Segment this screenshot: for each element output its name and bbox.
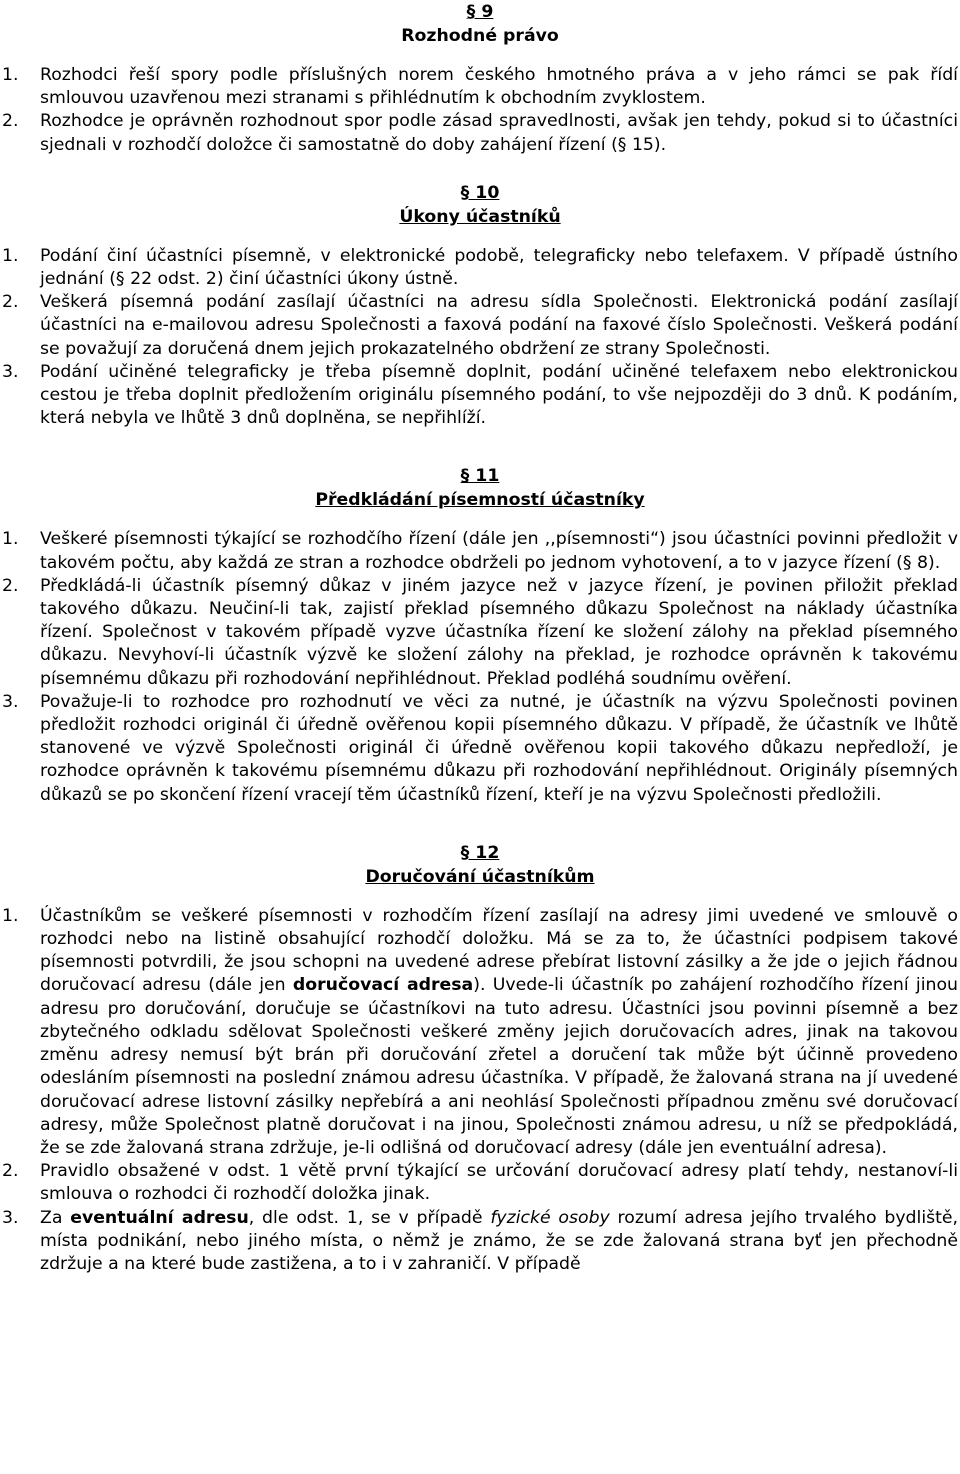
item-text: Považuje-li to rozhodce pro rozhodnutí ve věci za nutné, je účastník na výzvu Společnosti povinen předložit rozhodci originál či úředně ověřenou kopii písemného důkazu. V případě, že účastník ve lhůtě stanovené ve výzvě Společnosti originál či úředně ověřenou kopii takového důkazu nepředloží, je rozhodce oprávněn k takovému písemnému důkazu při rozhodování nepřihlédnout. Originály písemných důkazů se po skončení řízení vracejí těm účastníků řízení, kteří je na výzvu Společnosti předložili. (40, 691, 958, 805)
section-9-number: § 9 (466, 2, 494, 22)
item-text: Podání činí účastníci písemně, v elektronické podobě, telegraficky nebo telefaxem. V případě ústního jednání (§ 22 odst. 2) činí účastníci úkony ústně. (40, 245, 958, 290)
section-11-item-1 (2, 528, 958, 574)
item-text: Pravidlo obsažené v odst. 1 větě první týkající se určování doručovací adresy platí tehdy, nestanoví-li smlouva o rozhodci či rozhodčí doložka jinak. (40, 1161, 958, 1205)
section-12-item-3 (2, 1207, 958, 1277)
section-10-number: § 10 (460, 182, 500, 203)
item-number: 1. (2, 245, 19, 266)
item-text: Rozhodce je oprávněn rozhodnout spor podle zásad spravedlnosti, avšak jen tehdy, pokud si to účastníci sjednali v rozhodčí doložce či samostatně do doby zahájení řízení (§ 15). (40, 111, 958, 155)
section-10 (2, 181, 958, 431)
defined-term: doručovací adresa (292, 975, 474, 996)
item-text: Veškerá písemná podání zasílají účastníci na adresu sídla Společnosti. Elektronická podání zasílají účastníci na e-mailovou adresu Společnosti a faxová podání na faxové číslo Společnosti. Veškerá podání se považují za doručená dnem jejich prokazatelného obdržení ze strany Společnosti. (40, 292, 958, 359)
section-10-item-2 (2, 291, 958, 361)
item-number: 3. (2, 361, 19, 382)
item-number: 3. (2, 691, 19, 712)
section-11-title: Předkládání písemností účastníky (315, 490, 645, 511)
section-12 (2, 841, 958, 1276)
section-9-item-2 (2, 110, 958, 156)
item-number: 2. (2, 575, 19, 596)
section-10-title: Úkony účastníků (399, 206, 561, 227)
item-number: 2. (2, 111, 19, 132)
section-12-item-2 (2, 1160, 958, 1206)
item-text: Účastníkům se veškeré písemnosti v rozhodčím řízení zasílají na adresy jimi uvedené ve smlouvě o rozhodci nebo na listině obsahující rozhodčí doložku. Má se za to, že účastníci podpisem takové písemnosti potvrdili, že jsou schopni na uvedené adrese přebírat listovní zásilky a že jde o jejich řádnou doručovací adresu (dále jen doručovací adresa). Uvede-li účastník po zahájení rozhodčího řízení jinou adresu pro doručování, doručuje se účastníkovi na tuto adresu. Účastníci jsou povinni písemně a bez zbytečného odkladu sdělovat Společnosti veškeré změny jejich doručovacích adres, jinak na takovou změnu adresy nemusí být brán při doručování zřetel a doručení tak může být účinně provedeno odesláním písemnosti na poslední známou adresu účastníka. V případě, že žalovaná strana na jí uvedené doručovací adrese listovní zásilky nepřebírá a ani neohlásí Společnosti případnou změnu své doručovací adresy, může Společnost platně doručovat i na jinou, Společnosti známou adresu, u níž se předpokládá, že se zde žalovaná strana zdržuje, je-li odlišná od doručovací adresy (dále jen eventuální adresa). (40, 905, 958, 1158)
item-number: 1. (2, 65, 19, 85)
section-11 (2, 464, 958, 806)
item-number: 1. (2, 529, 19, 550)
section-9 (2, 0, 958, 157)
section-10-item-3 (2, 361, 958, 431)
section-9-item-1 (2, 64, 958, 110)
section-11-item-2 (2, 575, 958, 691)
section-11-item-3 (2, 691, 958, 807)
section-9-title: Rozhodné právo (401, 26, 559, 46)
defined-term: eventuální adresu (70, 1207, 249, 1228)
section-12-item-1 (2, 905, 958, 1160)
item-number: 2. (2, 292, 19, 313)
section-12-number: § 12 (460, 842, 500, 863)
item-text: Za eventuální adresu, dle odst. 1, se v případě fyzické osoby rozumí adresa jejího trvalého bydliště, místa podnikání, nebo jiného místa, o němž je známo, že se zde žalovaná strana byť jen přechodně zdržuje a na které bude zastižena, a to i v zahraničí. V případě (40, 1207, 959, 1274)
item-number: 2. (2, 1161, 19, 1182)
item-number: 1. (2, 905, 19, 926)
section-11-number: § 11 (460, 466, 500, 487)
document-page (2, 0, 958, 1276)
emphasis: fyzické osoby (490, 1207, 610, 1228)
item-number: 3. (2, 1207, 19, 1228)
item-text: Předkládá-li účastník písemný důkaz v jiném jazyce než v jazyce řízení, je povinen přiložit překlad takového důkazu. Neučiní-li tak, zajistí překlad písemného důkazu Společnost na náklady účastníka řízení. Společnost v takovém případě vyzve účastníka řízení ke složení zálohy na překlad písemného důkazu. Nevyhoví-li účastník výzvě ke složení zálohy na překlad, je rozhodce oprávněn k takovému písemnému důkazu při rozhodování nepřihlédnout. Překlad podléhá soudnímu ověření. (40, 575, 958, 689)
item-text: Rozhodci řeší spory podle příslušných norem českého hmotného práva a v jeho rámci se pak řídí smlouvou uzavřenou mezi stranami s přihlédnutím k obchodním zvyklostem. (40, 65, 958, 109)
section-10-item-1 (2, 245, 958, 291)
item-text: Veškeré písemnosti týkající se rozhodčího řízení (dále jen ,,písemnosti“) jsou účastníci povinni předložit v takovém počtu, aby každá ze stran a rozhodce obdrželi po jednom vyhotovení, a to v jazyce řízení (§ 8). (40, 529, 958, 573)
section-12-title: Doručování účastníkům (365, 866, 595, 887)
item-text: Podání učiněné telegraficky je třeba písemně doplnit, podání učiněné telefaxem nebo elektronickou cestou je třeba doplnit předložením originálu písemného podání, to vše nejpozději do 3 dnů. K podáním, která nebyla ve lhůtě 3 dnů doplněna, se nepřihlíží. (40, 361, 958, 429)
